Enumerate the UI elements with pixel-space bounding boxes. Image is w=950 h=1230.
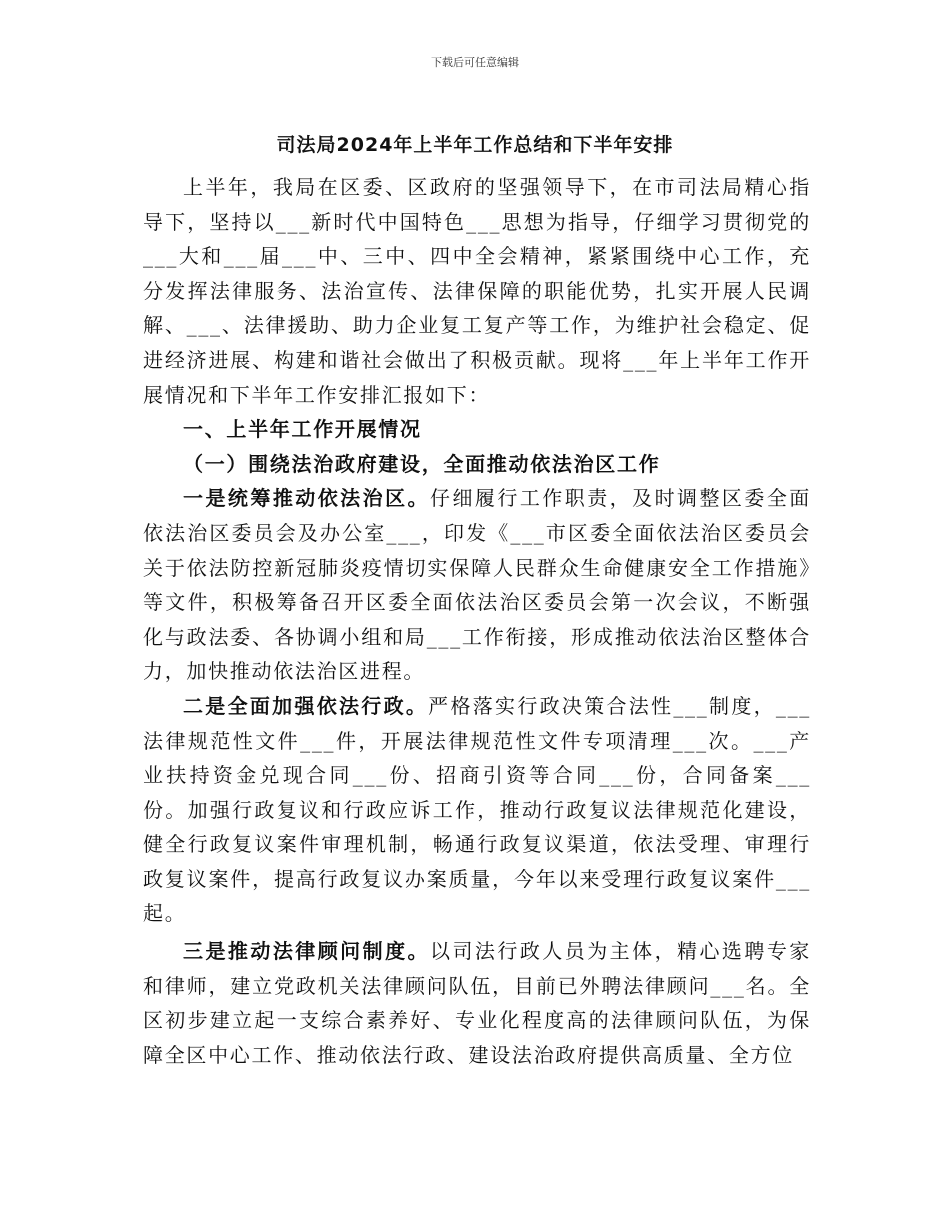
item-3-lead: 三是推动法律顾问制度。 [183,939,431,964]
item-1-text: 仔细履行工作职责，及时调整区委全面依法治区委员会及办公室___，印发《___市区委全面依法治区委员会关于依法防控新冠肺炎疫情切实保障人民群众生命健康安全工作措施》等文件，积极筹备召开区委全面依法治区委员会第一次会议，不断强化与政法委、各协调小组和局___工作衔接，形成推动依法治区整体合力，加快推动依法治区进程。 [143,486,811,684]
paragraph-item-2 [143,689,811,931]
item-2-text: 严格落实行政决策合法性___制度，___法律规范性文件___件，开展法律规范性文件专项清理___次。___产业扶持资金兑现合同___份、招商引资等合同___份，合同备案___份。加强行政复议和行政应诉工作，推动行政复议法律规范化建设，健全行政复议案件审理机制，畅通行政复议渠道，依法受理、审理行政复议案件，提高行政复议办案质量，今年以来受理行政复议案件___起。 [143,693,811,926]
document-title: 司法局2024年上半年工作总结和下半年安排 [276,134,674,156]
item-2-lead: 二是全面加强依法行政。 [183,693,429,718]
intro-paragraph: 上半年，我局在区委、区政府的坚强领导下，在市司法局精心指导下，坚持以___新时代中国特色___思想为指导，仔细学习贯彻党的___大和___届___中、三中、四中全会精神，紧紧围绕中心工作，充分发挥法律服务、法治宣传、法律保障的职能优势，扎实开展人民调解、___、法律援助、助力企业复工复产等工作，为维护社会稳定、促进经济进展、构建和谐社会做出了积极贡献。现将___年上半年工作开展情况和下半年工作安排汇报如下： [143,175,811,407]
paragraph-item-3 [143,934,811,1072]
item-3-text: 以司法行政人员为主体，精心选聘专家和律师，建立党政机关法律顾问队伍，目前已外聘法律顾问___名。全区初步建立起一支综合素养好、专业化程度高的法律顾问队伍，为保障全区中心工作、推动依法行政、建设法治政府提供高质量、全方位 [143,939,811,1067]
paragraph-item-1 [143,481,811,689]
section-heading: 一、上半年工作开展情况 [183,417,422,442]
document-body [143,170,811,1072]
page-header-note: 下载后可任意编辑 [431,56,519,69]
item-1-lead: 一是统筹推动依法治区。 [183,486,431,511]
subsection-heading: （一）围绕法治政府建设，全面推动依法治区工作 [183,451,661,476]
